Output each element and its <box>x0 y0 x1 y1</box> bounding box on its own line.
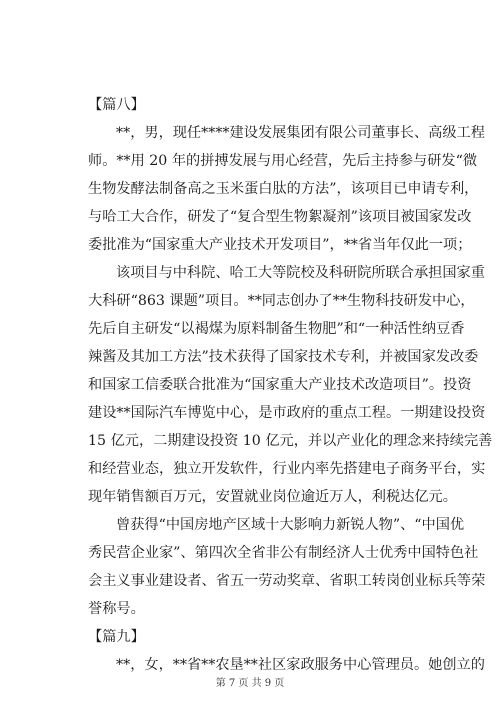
section-8-p2-line-6: 建设**国际汽车博览中心，是市政府的重点工程。一期建设投资 <box>88 405 486 421</box>
section-8-p3-line-1: 曾获得“中国房地产区域十大影响力新锐人物”、“中国优 <box>116 517 465 533</box>
section-8-p1-line-2: 师。**用 20 年的拼搏发展与用心经营，先后主持参与研发“微 <box>88 153 478 169</box>
section-8-p2-line-5: 和国家工信委联合批准为“国家重大产业技术改造项目”。投资 <box>88 377 472 393</box>
page-number-footer: 第 7 页 共 9 页 <box>215 678 285 689</box>
section-8-p3-line-3: 会主义事业建设者、省五一劳动奖章、省职工转岗创业标兵等荣 <box>88 573 486 589</box>
section-8-p2-line-4: 辣酱及其加工方法”技术获得了国家技术专利，并被国家发改委 <box>88 349 479 365</box>
section-8-p2-line-2: 大科研“863 课题”项目。**同志创办了**生物科技研发中心， <box>88 293 475 309</box>
section-8-p3-line-4: 誉称号。 <box>88 601 145 617</box>
section-8-p2-line-1: 该项目与中科院、哈工大等院校及科研院所联合承担国家重 <box>116 265 485 281</box>
section-8-p2-line-9: 现年销售额百万元，安置就业岗位逾近万人，利税达亿元。 <box>88 489 457 505</box>
section-8-heading: 【篇八】 <box>88 97 145 113</box>
section-8-p2-line-7: 15 亿元，二期建设投资 10 亿元，并以产业化的理念来持续完善 <box>88 433 493 449</box>
section-8-p1-line-5: 委批准为“国家重大产业技术开发项目”，**省当年仅此一项； <box>88 237 472 253</box>
section-8-p1-line-4: 与哈工大合作，研发了“复合型生物絮凝剂”该项目被国家发改 <box>88 209 472 225</box>
section-9-heading: 【篇九】 <box>88 629 145 645</box>
section-8-p1-line-1: **，男，现任****建设发展集团有限公司董事长、高级工程 <box>116 125 485 141</box>
section-8-p2-line-8: 和经营业态，独立开发软件，行业内率先搭建电子商务平台，实 <box>88 461 486 477</box>
section-8-p1-line-3: 生物发酵法制备高之玉米蛋白肽的方法”，该项目已申请专利， <box>88 181 479 197</box>
section-8-p2-line-3: 先后自主研发“以褐煤为原料制备生物肥”和“一种活性纳豆香 <box>88 321 465 337</box>
section-9-p1-line-1: **，女，**省**农垦**社区家政服务中心管理员。她创立的 <box>116 657 485 673</box>
section-8-p3-line-2: 秀民营企业家”、第四次全省非公有制经济人士优秀中国特色社 <box>88 545 479 561</box>
